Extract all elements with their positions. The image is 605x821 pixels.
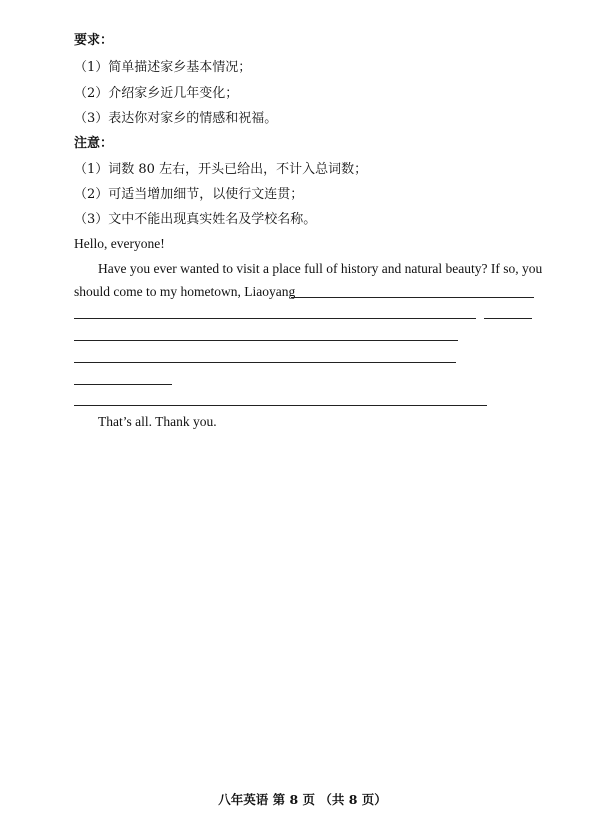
note-item-2: （2）可适当增加细节，以使行文连贯； [74,187,304,202]
requirement-item-2: （2）介绍家乡近几年变化； [74,86,239,101]
essay-closing: That’s all. Thank you. [98,414,217,429]
essay-greeting: Hello, everyone! [74,236,165,251]
note-item-3: （3）文中不能出现真实姓名及学校名称。 [74,212,317,227]
writing-line-1[interactable] [291,297,534,298]
writing-line-4[interactable] [74,362,456,363]
essay-opening-line-2: should come to my hometown, Liaoyang [74,284,296,299]
requirement-item-3: （3）表达你对家乡的情感和祝福。 [74,111,278,126]
notes-heading: 注意： [74,136,114,151]
page-footer: 八年英语 第 8 页 （共 8 页） [218,792,387,807]
note-item-1: （1）词数 80 左右，开头已给出，不计入总词数； [74,162,368,177]
writing-line-6[interactable] [74,405,487,406]
requirement-item-1: （1）简单描述家乡基本情况； [74,60,252,75]
requirements-heading: 要求： [74,33,114,48]
writing-line-5[interactable] [74,384,172,385]
writing-line-3[interactable] [74,340,458,341]
writing-line-2[interactable] [74,318,476,319]
writing-line-2b[interactable] [484,318,532,319]
essay-opening-line-1: Have you ever wanted to visit a place full of history and natural beauty? If so, you [98,261,543,276]
